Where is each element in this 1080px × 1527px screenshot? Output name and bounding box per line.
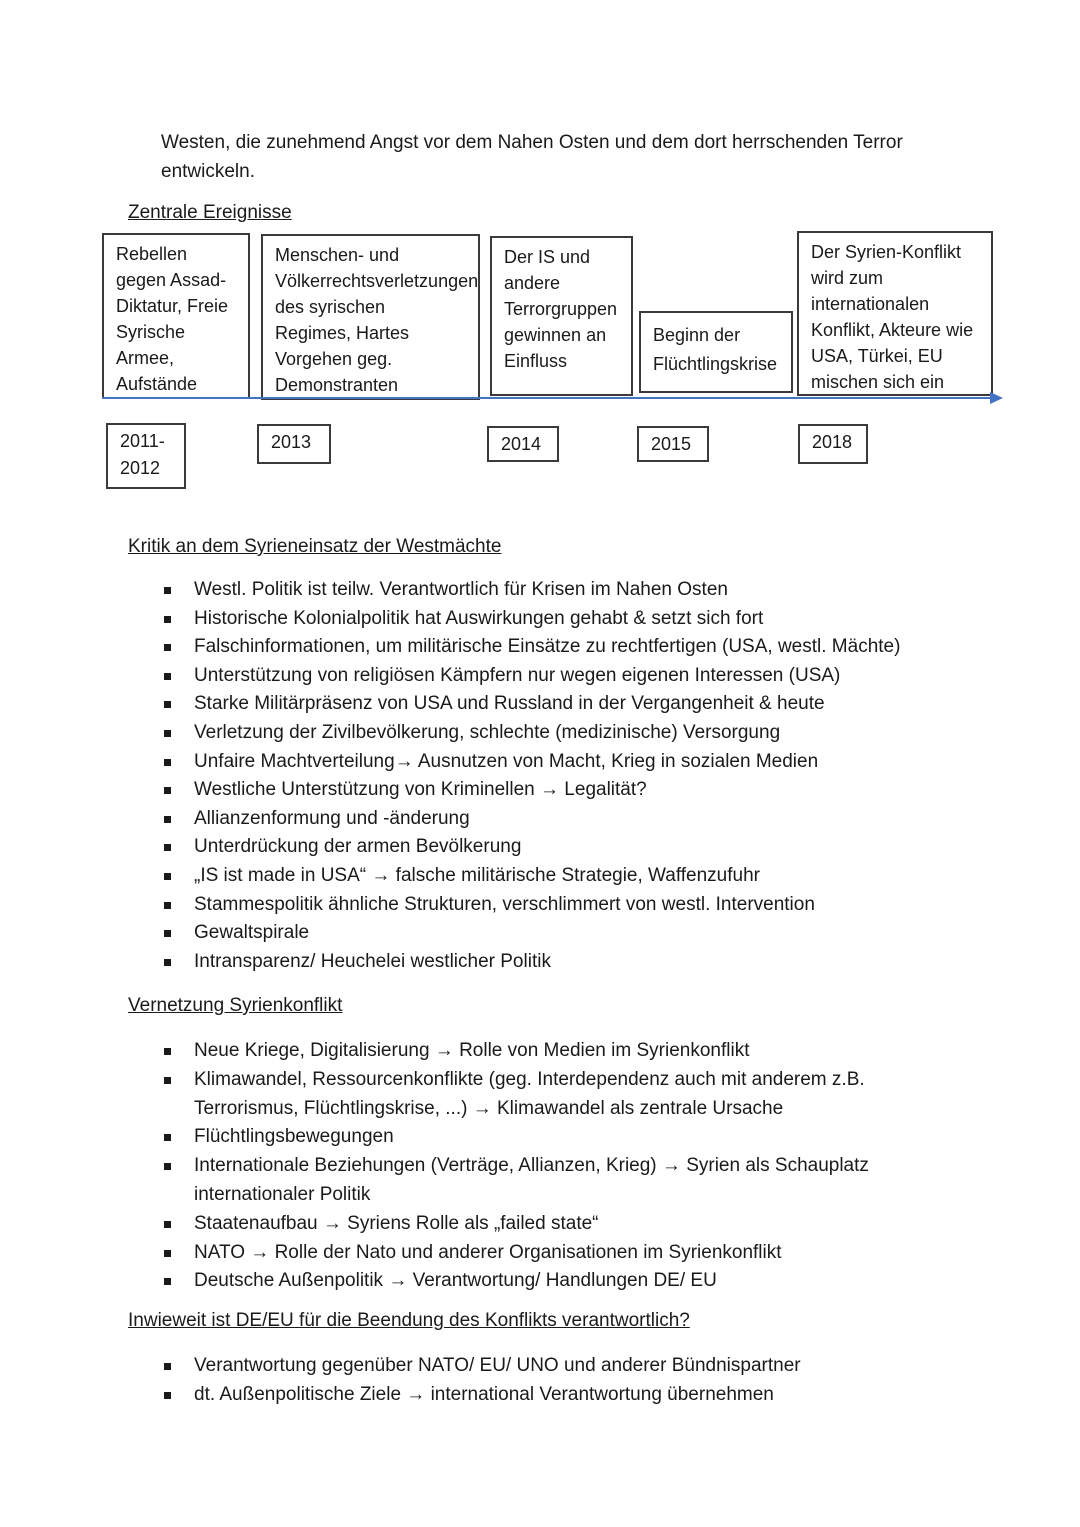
list-item: Unterstützung von religiösen Kämpfern nur wegen eigenen Interessen (USA) [160,662,960,691]
list-item: Starke Militärpräsenz von USA und Russland in der Vergangenheit & heute [160,690,960,719]
bullet-icon [164,1221,171,1228]
timeline-event-2014: Der IS und andere Terrorgruppen gewinnen an Einfluss [490,236,633,396]
bullet-icon [164,587,171,594]
bullet-icon [164,701,171,708]
bullet-icon [164,816,171,823]
bullet-icon [164,1392,171,1399]
list-item: Gewaltspirale [160,919,960,948]
timeline-arrow-icon [990,392,1003,404]
timeline-year-2014: 2014 [487,426,559,462]
timeline-year-2015: 2015 [637,426,709,462]
list-item: NATO → Rolle der Nato und anderer Organisationen im Syrienkonflikt [160,1239,900,1268]
timeline-event-2015: Beginn der Flüchtlingskrise [639,311,793,393]
kritik-list [160,576,960,976]
timeline-event-2013: Menschen- und Völkerrechtsverletzungen des syrischen Regimes, Hartes Vorgehen geg. Demonstranten [261,234,480,400]
timeline-heading: Zentrale Ereignisse [128,202,292,223]
bullet-icon [164,730,171,737]
timeline-year-2013: 2013 [257,424,331,464]
bullet-icon [164,1250,171,1257]
kritik-heading: Kritik an dem Syrieneinsatz der Westmächte [128,536,502,557]
bullet-icon [164,1048,171,1055]
list-item: Deutsche Außenpolitik → Verantwortung/ Handlungen DE/ EU [160,1267,900,1296]
list-item: Unfaire Machtverteilung→ Ausnutzen von Macht, Krieg in sozialen Medien [160,748,960,777]
list-item: Allianzenformung und -änderung [160,805,960,834]
list-item: Klimawandel, Ressourcenkonflikte (geg. Interdependenz auch mit anderem z.B. Terrorismus, Flüchtlingskrise, ...) → Klimawandel als zentrale Ursache [160,1066,900,1124]
bullet-icon [164,1163,171,1170]
bullet-icon [164,1077,171,1084]
timeline-year-2018: 2018 [798,424,868,464]
bullet-icon [164,644,171,651]
verantwortung-heading: Inwieweit ist DE/EU für die Beendung des Konflikts verantwortlich? [128,1310,690,1331]
list-item: Flüchtlingsbewegungen [160,1123,900,1152]
list-item: Internationale Beziehungen (Verträge, Allianzen, Krieg) → Syrien als Schauplatz internationaler Politik [160,1152,900,1210]
bullet-icon [164,1278,171,1285]
verantwortung-list [160,1352,960,1409]
bullet-icon [164,1134,171,1141]
list-item: Westliche Unterstützung von Kriminellen → Legalität? [160,776,960,805]
list-item: Staatenaufbau → Syriens Rolle als „failed state“ [160,1210,900,1239]
timeline-axis [102,397,992,399]
intro-paragraph: Westen, die zunehmend Angst vor dem Nahen Osten und dem dort herrschenden Terror entwickeln. [161,132,903,182]
list-item: Unterdrückung der armen Bevölkerung [160,833,960,862]
timeline-year-2011: 2011-2012 [106,423,186,489]
bullet-icon [164,616,171,623]
bullet-icon [164,787,171,794]
bullet-icon [164,902,171,909]
bullet-icon [164,959,171,966]
list-item: Verletzung der Zivilbevölkerung, schlechte (medizinische) Versorgung [160,719,960,748]
bullet-icon [164,930,171,937]
vernetzung-heading: Vernetzung Syrienkonflikt [128,995,343,1016]
list-item: Neue Kriege, Digitalisierung → Rolle von Medien im Syrienkonflikt [160,1037,900,1066]
list-item: Stammespolitik ähnliche Strukturen, verschlimmert von westl. Intervention [160,891,960,920]
bullet-icon [164,673,171,680]
timeline-event-2018: Der Syrien-Konflikt wird zum internationalen Konflikt, Akteure wie USA, Türkei, EU mischen sich ein [797,231,993,396]
list-item: dt. Außenpolitische Ziele → international Verantwortung übernehmen [160,1381,960,1410]
bullet-icon [164,1363,171,1370]
list-item: Falschinformationen, um militärische Einsätze zu rechtfertigen (USA, westl. Mächte) [160,633,960,662]
list-item: Verantwortung gegenüber NATO/ EU/ UNO und anderer Bündnispartner [160,1352,960,1381]
list-item: Historische Kolonialpolitik hat Auswirkungen gehabt & setzt sich fort [160,605,960,634]
bullet-icon [164,873,171,880]
list-item: Westl. Politik ist teilw. Verantwortlich für Krisen im Nahen Osten [160,576,960,605]
vernetzung-list [160,1037,900,1296]
list-item: „IS ist made in USA“ → falsche militärische Strategie, Waffenzufuhr [160,862,960,891]
timeline-event-2011: Rebellen gegen Assad-Diktatur, Freie Syrische Armee, Aufstände [102,233,250,399]
bullet-icon [164,844,171,851]
list-item: Intransparenz/ Heuchelei westlicher Politik [160,948,960,977]
bullet-icon [164,759,171,766]
